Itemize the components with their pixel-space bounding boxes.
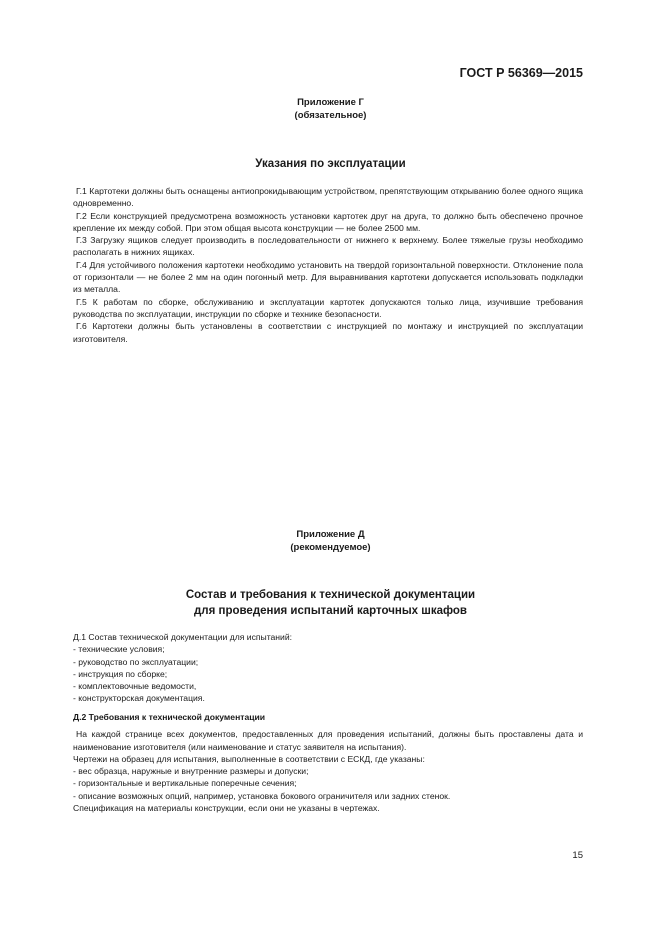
paragraph: Г.4 Для устойчивого положения картотеки необходимо установить на твердой горизонтальной поверхности. Отклонение пола от горизонтали — не более 2 мм на один погонный метр. Для выравнивания картотеки допускается использовать подкладки из металла. [73, 259, 583, 295]
d2-paragraph: Спецификация на материалы конструкции, если они не указаны в чертежах. [73, 803, 380, 814]
list-item: - конструкторская документация. [73, 693, 205, 704]
list-item: - вес образца, наружные и внутренние размеры и допуски; [73, 766, 309, 777]
paragraph: Г.6 Картотеки должны быть установлены в соответствии с инструкцией по монтажу и инструкцией по эксплуатации изготовителя. [73, 321, 583, 344]
d2-paragraph: На каждой странице всех документов, предоставленных для проведения испытаний, должны быть проставлены дата и наименование изготовителя (или наименование и статус заявителя на испытания). [73, 729, 583, 752]
annex-d-section-1 [73, 631, 583, 705]
annex-g-body [73, 185, 583, 345]
annex-d-status: (рекомендуемое) [290, 542, 371, 553]
paragraph: Г.1 Картотеки должны быть оснащены антиопрокидывающим устройством, препятствующим открыванию более одного ящика одновременно. [73, 186, 583, 209]
page-number: 15 [572, 850, 583, 861]
list-item: - инструкция по сборке; [73, 668, 168, 679]
annex-g-title-block [0, 96, 661, 122]
paragraph: Г.5 К работам по сборке, обслуживанию и эксплуатации картотек допускаются только лица, изучившие требования руководства по эксплуатации, инструкции по сборке и технике безопасности. [73, 296, 583, 319]
list-item: - комплектовочные ведомости, [73, 681, 197, 692]
annex-d-heading-line1: Состав и требования к технической документации [185, 589, 476, 601]
document-header: ГОСТ Р 56369—2015 [459, 66, 583, 80]
annex-d-heading [0, 587, 661, 619]
annex-d-heading-line2: для проведения испытаний карточных шкафов [194, 605, 467, 617]
d2-title: Д.2 Требования к технической документации [73, 712, 266, 722]
annex-g-title: Приложение Г [297, 97, 364, 108]
paragraph: Г.3 Загрузку ящиков следует производить в последовательности от нижнего к верхнему. Более тяжелые грузы необходимо располагать в нижних ящиках. [73, 235, 583, 258]
annex-d-section-2 [73, 711, 583, 814]
d1-intro: Д.1 Состав технической документации для испытаний: [73, 632, 293, 642]
annex-g-heading: Указания по эксплуатации [255, 158, 406, 170]
list-item: - горизонтальные и вертикальные поперечные сечения; [73, 778, 297, 789]
annex-d-title-block [0, 528, 661, 554]
list-item: - технические условия; [73, 644, 165, 655]
annex-d-title: Приложение Д [296, 529, 365, 540]
paragraph: Г.2 Если конструкцией предусмотрена возможность установки картотек друг на друга, то должно быть обеспечено прочное крепление их между собой. При этом общая высота конструкции — не более 2500 мм. [73, 210, 583, 233]
d2-paragraph: Чертежи на образец для испытания, выполненные в соответствии с ЕСКД, где указаны: [73, 753, 425, 764]
list-item: - руководство по эксплуатации; [73, 656, 199, 667]
list-item: - описание возможных опций, например, установка бокового ограничителя или задних стенок. [73, 790, 451, 801]
annex-g-status: (обязательное) [294, 110, 367, 121]
